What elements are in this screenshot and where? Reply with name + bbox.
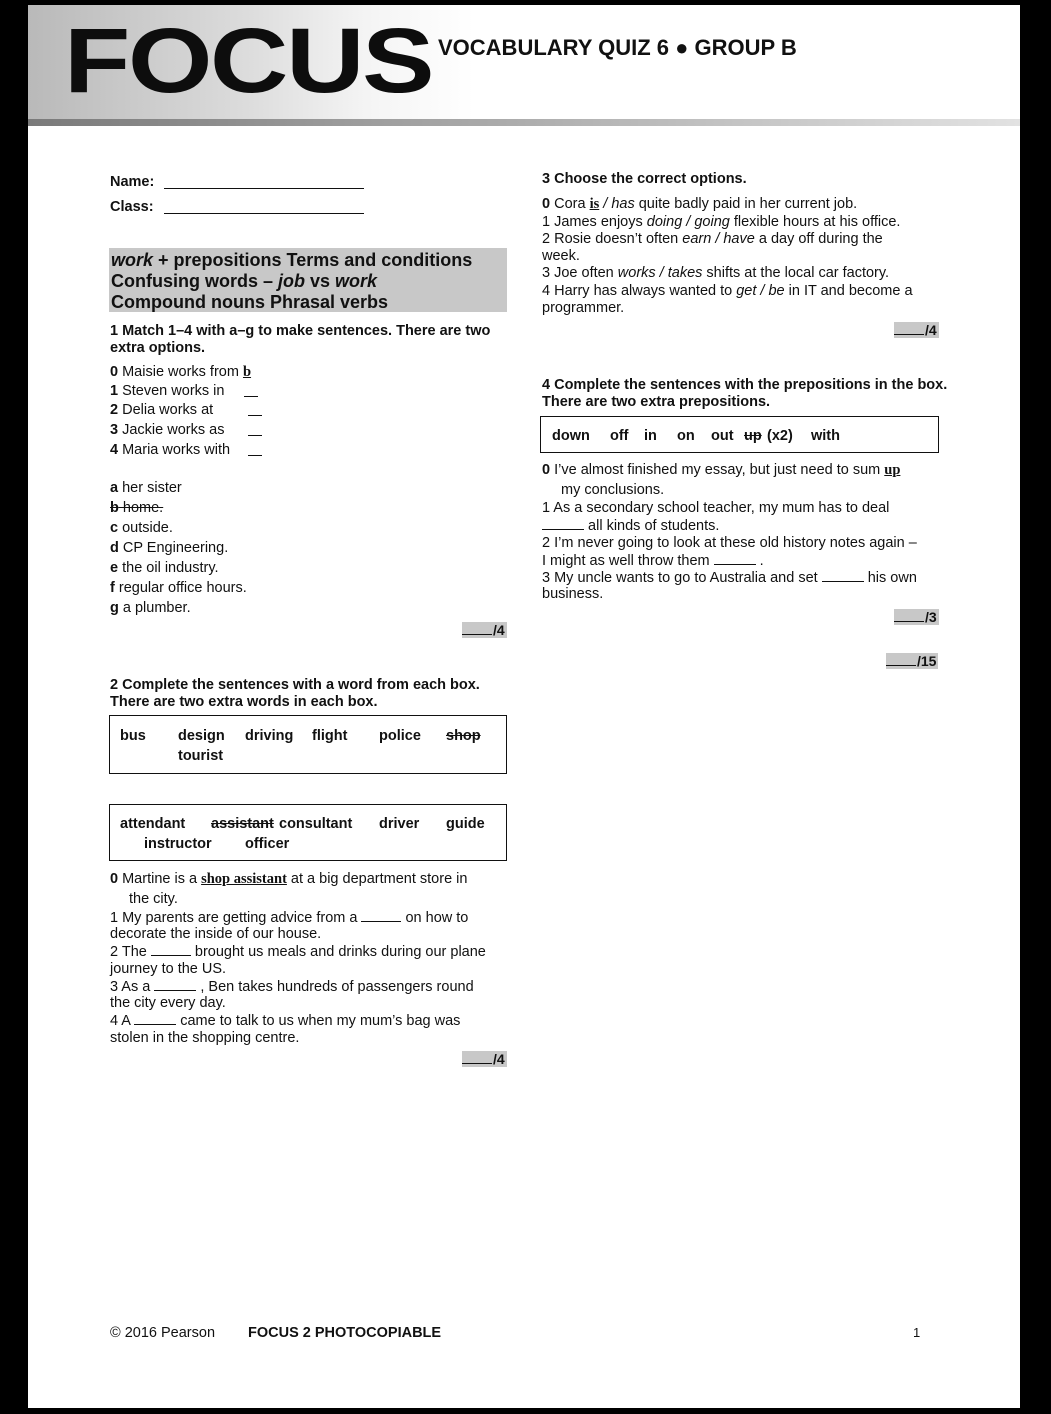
- topic-line1: + prepositions Terms and conditions: [153, 250, 473, 270]
- worksheet-page: [28, 5, 1020, 1408]
- ex2-sentence-3: 3 As a , Ben takes hundreds of passengers round: [110, 979, 474, 995]
- ex1-score[interactable]: /4: [462, 622, 507, 638]
- ex1-option-g: g a plumber.: [110, 600, 191, 616]
- ex2-sentence-4-cont: stolen in the shopping centre.: [110, 1030, 300, 1046]
- footer-page-number: 1: [913, 1325, 921, 1340]
- ex2-word-box-2: [109, 804, 507, 861]
- topic-work-2: work: [335, 271, 378, 291]
- ex2-sentence-2-cont: journey to the US.: [110, 961, 227, 977]
- ex2-sentence-0-cont: the city.: [129, 891, 178, 907]
- ex2-sentence-1: 1 My parents are getting advice from a on how to: [110, 910, 469, 926]
- total-score[interactable]: /15: [886, 653, 938, 669]
- ex1-option-b: b home.: [110, 500, 164, 516]
- ex1-option-f: f regular office hours.: [110, 580, 247, 596]
- ex1-option-e: e the oil industry.: [110, 560, 219, 576]
- word-police: police: [379, 728, 421, 744]
- ex3-sentence-4-cont: programmer.: [542, 300, 625, 316]
- ex2-answer-0: shop assistant: [201, 871, 287, 887]
- focus-logo: FOCUS: [64, 10, 433, 112]
- ex4-blank-2[interactable]: [714, 552, 756, 565]
- ex1-item-4: 4 Maria works with: [110, 442, 231, 458]
- class-label: Class:: [110, 199, 154, 215]
- ex2-sentence-0: 0 Martine is a shop assistant at a big department store in: [110, 871, 468, 887]
- ex3-options-3[interactable]: works / takes: [617, 265, 703, 281]
- class-field[interactable]: [164, 213, 364, 214]
- ex3-answer-0: is: [589, 196, 600, 212]
- ex1-item-0: 0 Maisie works from b: [110, 364, 252, 380]
- word-instructor: instructor: [144, 836, 212, 852]
- ex1-item-2: 2 Delia works at: [110, 402, 214, 418]
- ex2-sentence-3-cont: the city every day.: [110, 995, 226, 1011]
- ex1-item-1: 1 Steven works in: [110, 383, 225, 399]
- ex2-sentence-2: 2 The brought us meals and drinks during our plane: [110, 944, 486, 960]
- ex2-blank-2[interactable]: [151, 943, 191, 956]
- ex4-sentence-3: 3 My uncle wants to go to Australia and set his own: [542, 570, 917, 586]
- word-flight: flight: [312, 728, 348, 744]
- prep-on: on: [677, 428, 695, 444]
- ex2-sentence-4: 4 A came to talk to us when my mum’s bag was: [110, 1013, 461, 1029]
- word-driver: driver: [379, 816, 420, 832]
- ex3-sentence-1: 1 James enjoys doing / going flexible hours at his office.: [542, 214, 901, 230]
- topic-line3: Compound nouns Phrasal verbs: [111, 292, 389, 312]
- ex2-blank-3[interactable]: [154, 978, 196, 991]
- word-driving: driving: [245, 728, 294, 744]
- ex1-option-a: a her sister: [110, 480, 182, 496]
- footer-photocopiable: FOCUS 2 PHOTOCOPIABLE: [248, 1325, 442, 1341]
- page-title: VOCABULARY QUIZ 6 ● GROUP B: [438, 35, 797, 60]
- topic-job: job: [278, 271, 306, 291]
- ex4-sentence-1-cont: all kinds of students.: [542, 517, 719, 535]
- word-officer: officer: [245, 836, 290, 852]
- ex3-sentence-2-cont: week.: [542, 248, 580, 264]
- footer-copyright: © 2016 Pearson: [110, 1325, 216, 1341]
- ex3-options-4[interactable]: get / be: [736, 283, 785, 299]
- topic-confusing: Confusing words –: [111, 271, 279, 291]
- ex2-instruction: 2 Complete the sentences with a word from each box. There are two extra words in each box.: [110, 677, 480, 710]
- ex2-blank-1[interactable]: [361, 909, 401, 922]
- ex3-instruction: 3 Choose the correct options.: [542, 171, 747, 187]
- ex1-blank-2[interactable]: [248, 403, 262, 416]
- header-strip: [28, 119, 1020, 126]
- ex3-score[interactable]: /4: [894, 322, 939, 338]
- ex4-answer-0: up: [884, 462, 901, 478]
- ex4-sentence-2-cont: I might as well throw them .: [542, 553, 764, 569]
- topic-work: work: [111, 250, 154, 270]
- ex3-sentence-0: 0 Cora is / has quite badly paid in her current job.: [542, 196, 858, 212]
- ex2-blank-4[interactable]: [134, 1012, 176, 1025]
- ex3-sentence-2: 2 Rosie doesn’t often earn / have a day off during the: [542, 231, 883, 247]
- prep-x2: (x2): [767, 428, 793, 444]
- ex1-blank-1[interactable]: [244, 384, 258, 397]
- topic-vs: vs: [305, 271, 336, 291]
- topics-box: [109, 248, 507, 312]
- ex2-word-box-1: [109, 715, 507, 774]
- ex3-sentence-3: 3 Joe often works / takes shifts at the local car factory.: [542, 265, 890, 281]
- ex4-sentence-0-cont: my conclusions.: [561, 482, 665, 498]
- ex4-instruction: 4 Complete the sentences with the prepositions in the box. There are two extra prepositions.: [542, 377, 948, 410]
- ex4-sentence-0: 0 I’ve almost finished my essay, but just need to sum up: [542, 462, 901, 478]
- ex1-blank-4[interactable]: [248, 443, 262, 456]
- prep-out: out: [711, 428, 734, 444]
- word-bus: bus: [120, 728, 146, 744]
- ex2-score[interactable]: /4: [462, 1051, 507, 1067]
- ex1-option-c: c outside.: [110, 520, 173, 536]
- word-guide: guide: [446, 816, 485, 832]
- ex1-answer-0: b: [242, 364, 252, 380]
- ex4-sentence-3-cont: business.: [542, 586, 604, 602]
- ex1-option-d: d CP Engineering.: [110, 540, 229, 556]
- ex4-preposition-box: [540, 416, 939, 453]
- word-assistant: assistant: [211, 816, 274, 832]
- ex4-blank-3[interactable]: [822, 569, 864, 582]
- prep-up: up: [744, 428, 762, 444]
- word-shop: shop: [446, 728, 481, 744]
- ex1-item-3: 3 Jackie works as: [110, 422, 225, 438]
- prep-down: down: [552, 428, 590, 444]
- ex4-sentence-2: 2 I’m never going to look at these old history notes again –: [542, 535, 917, 551]
- ex2-sentence-1-cont: decorate the inside of our house.: [110, 926, 322, 942]
- ex1-blank-3[interactable]: [248, 423, 262, 436]
- prep-off: off: [610, 428, 629, 444]
- ex4-blank-1[interactable]: [542, 517, 584, 530]
- ex1-instruction: 1 Match 1–4 with a–g to make sentences. There are two extra options.: [110, 323, 491, 356]
- word-attendant: attendant: [120, 816, 186, 832]
- word-tourist: tourist: [178, 748, 224, 764]
- name-label: Name:: [110, 174, 155, 190]
- ex3-sentence-4: 4 Harry has always wanted to get / be in IT and become a: [542, 283, 913, 299]
- ex4-sentence-1: 1 As a secondary school teacher, my mum has to deal: [542, 500, 890, 516]
- word-design: design: [178, 728, 225, 744]
- prep-in: in: [644, 428, 657, 444]
- ex3-options-2[interactable]: earn / have: [682, 231, 755, 247]
- prep-with: with: [811, 428, 840, 444]
- name-field[interactable]: [164, 188, 364, 189]
- word-consultant: consultant: [279, 816, 353, 832]
- ex4-score[interactable]: /3: [894, 609, 939, 625]
- ex3-options-1[interactable]: doing / going: [646, 214, 730, 230]
